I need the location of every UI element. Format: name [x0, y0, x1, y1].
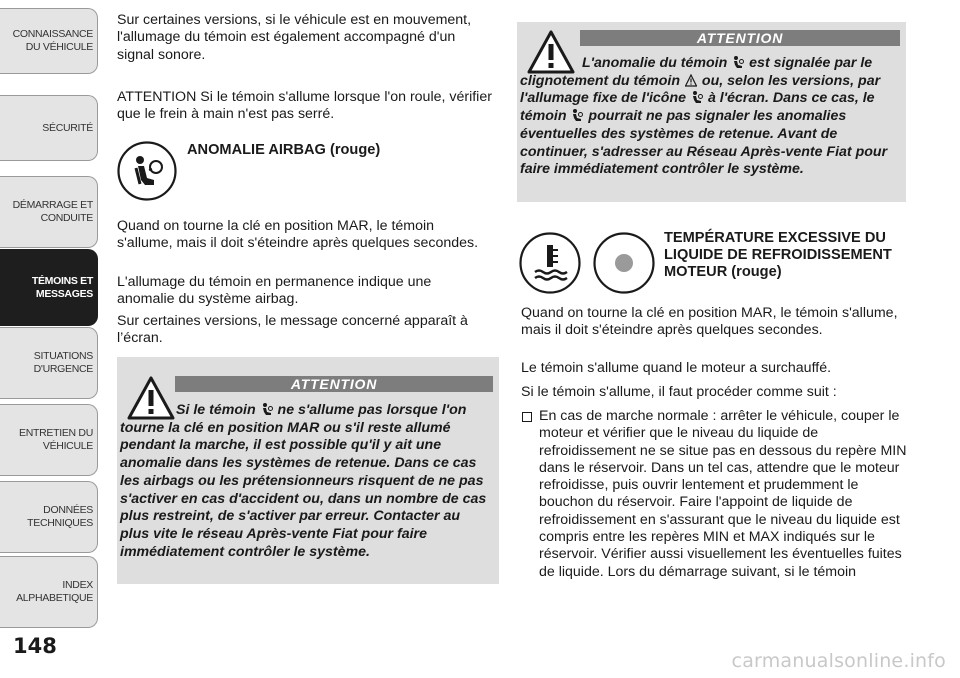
airbag-seat-icon: [691, 91, 703, 104]
attention-title: ATTENTION: [175, 376, 493, 392]
tab-securite[interactable]: [0, 95, 98, 161]
paragraph-coolant-procedure: Si le témoin s'allume, il faut procéder comme suit :: [521, 384, 837, 400]
tab-label: DONNÉES TECHNIQUES: [27, 504, 93, 529]
paragraph-airbag-screen-message: Sur certaines versions, le message concerné apparaît à l’écran.: [117, 313, 468, 347]
tab-temoins-et-messages[interactable]: [0, 249, 98, 326]
airbag-seat-icon: [261, 403, 273, 416]
paragraph-airbag-permanent: L'allumage du témoin en permanence indique une anomalie du système airbag.: [117, 274, 432, 308]
airbag-seat-icon: [571, 109, 583, 122]
tab-label: ENTRETIEN DU VÉHICULE: [19, 427, 93, 452]
procedure-list: [521, 408, 911, 581]
attention-text-part: ne s'allume pas lorsque l'on tourne la clé en position MAR ou s'il reste allumé pendant la marche, il est possible qu'il y ait une anomalie dans les systèmes de retenue. Dans ce cas les airbags ou les prétensionneurs risquent de ne pas s'activer en cas d'accident ou, dans un nombre de cas plus restreint, de s'activer par erreur. Contacter au plus vite le réseau Après-vente Fiat pour faire immédiatement contrôler le système.: [120, 402, 487, 560]
tab-situations-d-urgence[interactable]: [0, 327, 98, 399]
attention-box-airbag: [117, 357, 499, 584]
tab-donnees-techniques[interactable]: [0, 481, 98, 553]
tab-connaissance-du-vehicule[interactable]: [0, 8, 98, 74]
attention-text-part: Si le témoin: [176, 402, 256, 418]
paragraph-sound-signal: Sur certaines versions, si le véhicule est en mouvement, l'allumage du témoin est également accompagné d'un signal sonore.: [117, 12, 472, 63]
tab-label: INDEX ALPHABETIQUE: [16, 579, 93, 604]
heading-coolant-temperature: TEMPÉRATURE EXCESSIVE DU LIQUIDE DE REFROIDISSEMENT MOTEUR (rouge): [664, 230, 892, 280]
list-item: [521, 408, 911, 581]
attention-text-part: est signalée par le clignotement du témoin: [520, 55, 873, 89]
tab-label: SITUATIONS D'URGENCE: [33, 350, 93, 375]
attention-title: ATTENTION: [580, 30, 900, 46]
attention-text-part: ou, selon les versions, par l'allumage fixe de l'icône: [520, 72, 881, 107]
list-item-text: En cas de marche normale : arrêter le véhicule, couper le moteur et vérifier que le niveau du liquide de refroidissement ne se situe pas en dessous du repère MIN dans le réservoir. Dans un tel cas, attendre que le moteur refroidisse, puis ouvrir lentement et prudemment le bouchon du réservoir. Faire l'appoint de liquide de refroidissement en s'assurant que le niveau du liquide est compris entre les repères MIN et MAX indiqués sur le réservoir. Vérifier aussi visuellement les éventuelles fuites de liquide. Lors du démarrage suivant, si le témoin: [539, 408, 907, 580]
attention-text-part: L'anomalie du témoin: [582, 55, 728, 71]
tab-label: CONNAISSANCE DU VÉHICULE: [12, 28, 93, 53]
attention-text-part: à l'écran. Dans ce cas, le témoin: [520, 90, 875, 125]
attention-box-airbag-anomaly: [517, 22, 906, 202]
airbag-seat-icon: [732, 56, 744, 69]
tab-label: TÉMOINS ET MESSAGES: [31, 274, 93, 300]
bullet-square-icon: [522, 412, 532, 422]
watermark: carmanualsonline.info: [731, 650, 946, 672]
heading-airbag-anomaly: ANOMALIE AIRBAG (rouge): [187, 142, 381, 158]
paragraph-coolant-overheat: Le témoin s'allume quand le moteur a surchauffé.: [521, 360, 832, 376]
paragraph-handbrake-attention: ATTENTION Si le témoin s'allume lorsque l'on roule, vérifier que le frein à main n'est pas serré.: [117, 89, 492, 123]
warning-triangle-icon: [685, 74, 697, 87]
attention-text-part: pourrait ne pas signaler les anomalies éventuelles des systèmes de retenue. Avant de continuer, s'adresser au Réseau Après-vente Fiat pour faire immédiatement contrôler le système.: [520, 108, 888, 178]
sidebar-nav: [0, 0, 100, 630]
attention-text-airbag: [120, 402, 492, 561]
tab-index-alphabetique[interactable]: [0, 556, 98, 628]
tab-demarrage-et-conduite[interactable]: [0, 176, 98, 248]
paragraph-coolant-key-mar: Quand on tourne la clé en position MAR, le témoin s'allume, mais il doit s'éteindre après quelques secondes.: [521, 305, 898, 339]
indicator-lamp-icon: [592, 231, 656, 295]
attention-text-airbag-anomaly: [520, 55, 902, 179]
tab-label: SÉCURITÉ: [42, 121, 93, 134]
tab-entretien-du-vehicule[interactable]: [0, 404, 98, 476]
coolant-temperature-icon: [518, 231, 582, 295]
tab-label: DÉMARRAGE ET CONDUITE: [12, 199, 93, 224]
paragraph-airbag-key-mar: Quand on tourne la clé en position MAR, le témoin s'allume, mais il doit s'éteindre après quelques secondes.: [117, 218, 479, 252]
airbag-warning-icon: [116, 140, 178, 202]
page-number: 148: [13, 634, 57, 658]
